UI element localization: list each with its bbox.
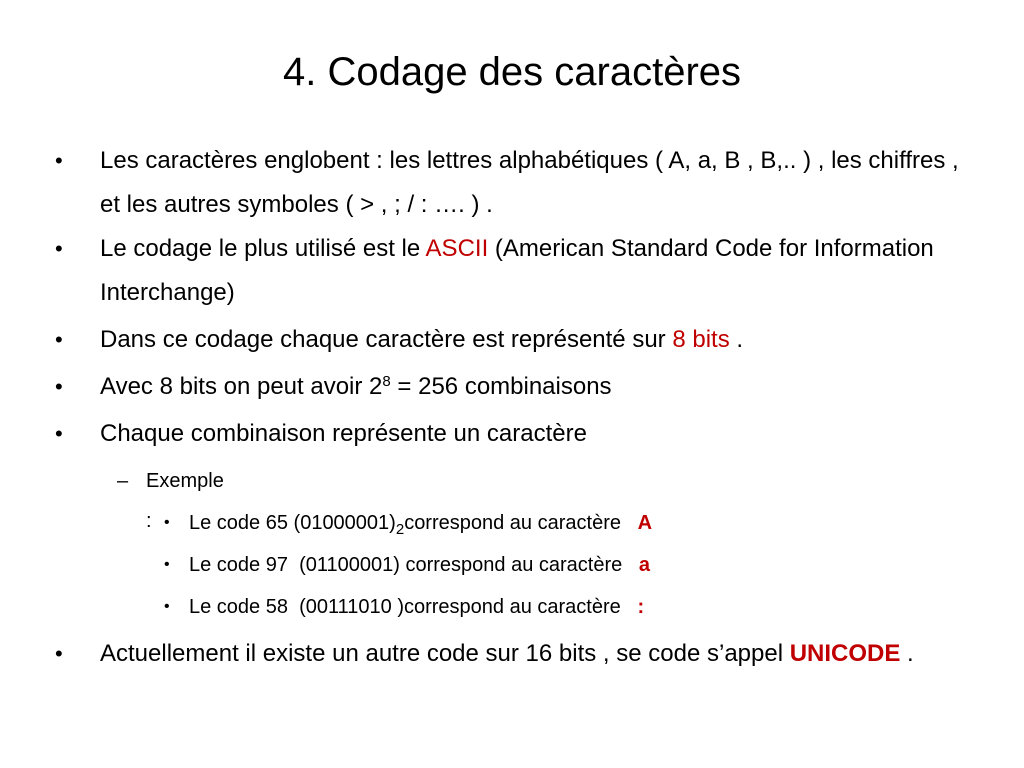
bullet-characters-scope: Les caractères englobent : les lettres alphabétiques ( A, a, B , B,.. ) , les chiffres , et les autres symboles ( > , ; / : …. ) . [100, 147, 959, 218]
example-char: A [637, 512, 653, 534]
unicode-highlight: UNICODE [789, 640, 901, 667]
example-text: Le code 65 (01000001) [189, 512, 396, 534]
exponent: 8 [382, 373, 391, 390]
bullet-combinations [100, 365, 980, 409]
bullet-marker: • [55, 421, 63, 446]
example-text: Le code 97 (01100001) correspond au caractère [189, 554, 639, 576]
example-char: : [637, 596, 645, 618]
dot-marker: • [164, 598, 170, 615]
bullet-marker: • [55, 148, 63, 173]
bullet-marker: • [55, 641, 63, 666]
bits-text-before: Dans ce codage chaque caractère est représenté sur [100, 326, 673, 353]
bits-highlight: 8 bits [672, 326, 730, 353]
combinations-text-after: = 256 combinaisons [390, 373, 612, 400]
example-label: Exemple : [146, 470, 224, 532]
unicode-text-before: Actuellement il existe un autre code sur 16 bits , se code s’appel [100, 640, 790, 667]
example-text-after: correspond au caractère [404, 512, 638, 534]
dot-marker: • [164, 556, 170, 573]
combinations-text-before: Avec 8 bits on peut avoir 2 [100, 373, 383, 400]
bullet-8-bits [100, 318, 980, 362]
example-text: Le code 58 (00111010 )correspond au caractère [189, 596, 638, 618]
ascii-highlight: ASCII [425, 235, 489, 262]
example-subscript: 2 [395, 521, 405, 538]
unicode-text-after: . [900, 640, 914, 667]
bullet-marker: • [55, 327, 63, 352]
dash-marker: – [117, 470, 129, 492]
example-item [189, 545, 650, 585]
bullet-marker: • [55, 374, 63, 399]
example-item [189, 503, 652, 543]
example-char: a [638, 554, 651, 576]
bits-text-after: . [729, 326, 744, 353]
dot-marker: • [164, 514, 170, 531]
example-item [189, 587, 644, 627]
slide-title: 4. Codage des caractères [282, 50, 742, 94]
bullet-ascii [100, 227, 980, 315]
bullet-each-combination: Chaque combinaison représente un caractère [100, 420, 587, 447]
bullet-unicode [100, 632, 980, 676]
ascii-text-before: Le codage le plus utilisé est le [100, 235, 426, 262]
bullet-marker: • [55, 236, 63, 261]
ascii-text-after: (American Standard Code for Information Interchange) [100, 235, 934, 306]
